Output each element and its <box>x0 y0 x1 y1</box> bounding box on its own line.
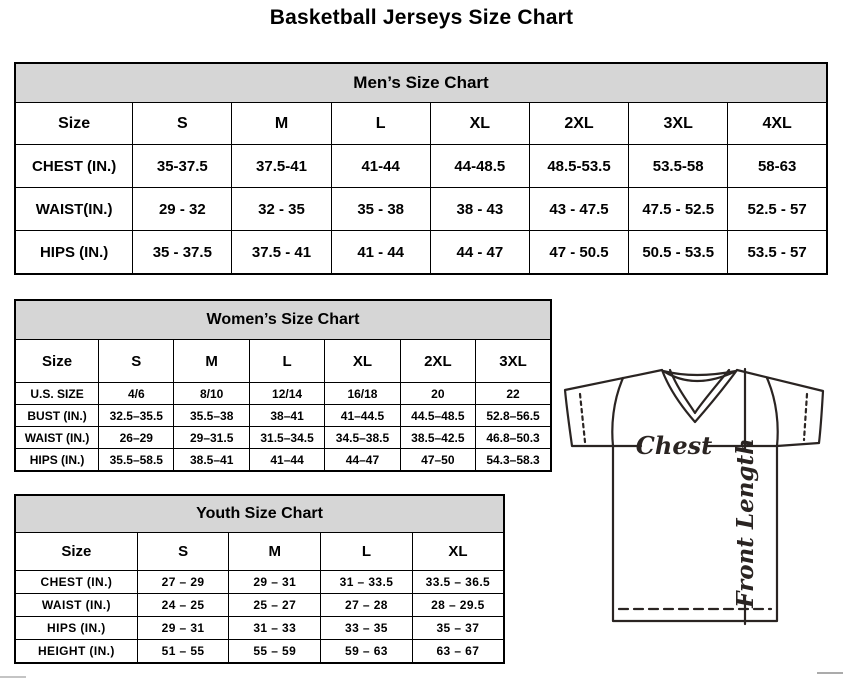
column-header: L <box>249 340 324 383</box>
row-label: HIPS (IN.) <box>15 449 99 472</box>
cell: 44 - 47 <box>430 231 529 275</box>
cell: 24 – 25 <box>137 594 229 617</box>
column-header: XL <box>325 340 400 383</box>
cell: 35 – 37 <box>412 617 504 640</box>
cell: 41–44 <box>249 449 324 472</box>
scrollbar-fragment-right <box>817 672 843 674</box>
mens-table-title-row <box>15 63 827 103</box>
row-label: U.S. SIZE <box>15 383 99 405</box>
cell: 25 – 27 <box>229 594 321 617</box>
jersey-armhole-left <box>612 378 623 446</box>
cell: 43 - 47.5 <box>529 188 628 231</box>
cell: 35-37.5 <box>133 145 232 188</box>
cell: 20 <box>400 383 475 405</box>
cell: 41 - 44 <box>331 231 430 275</box>
table-row <box>15 571 504 594</box>
cell: 51 – 55 <box>137 640 229 664</box>
column-header: L <box>321 533 413 571</box>
cell: 63 – 67 <box>412 640 504 664</box>
row-label: CHEST (IN.) <box>15 145 133 188</box>
jersey-cuff-dash-right <box>804 394 807 440</box>
cell: 54.3–58.3 <box>476 449 551 472</box>
row-label: WAIST (IN.) <box>15 427 99 449</box>
cell: 37.5-41 <box>232 145 331 188</box>
cell: 8/10 <box>174 383 249 405</box>
cell: 52.8–56.5 <box>476 405 551 427</box>
cell: 53.5 - 57 <box>728 231 827 275</box>
cell: 55 – 59 <box>229 640 321 664</box>
cell: 47.5 - 52.5 <box>629 188 728 231</box>
cell: 41-44 <box>331 145 430 188</box>
cell: 47 - 50.5 <box>529 231 628 275</box>
row-label: WAIST(IN.) <box>15 188 133 231</box>
column-header: 2XL <box>400 340 475 383</box>
column-header: L <box>331 103 430 145</box>
cell: 33 – 35 <box>321 617 413 640</box>
cell: 44.5–48.5 <box>400 405 475 427</box>
youth-size-table <box>14 494 505 664</box>
cell: 29–31.5 <box>174 427 249 449</box>
page-title: Basketball Jerseys Size Chart <box>269 6 574 29</box>
cell: 38–41 <box>249 405 324 427</box>
column-header: M <box>174 340 249 383</box>
cell: 29 – 31 <box>137 617 229 640</box>
cell: 31 – 33.5 <box>321 571 413 594</box>
column-header: Size <box>15 533 137 571</box>
table-row <box>15 231 827 275</box>
jersey-measurement-diagram <box>553 356 835 672</box>
table-row <box>15 640 504 664</box>
column-header: M <box>229 533 321 571</box>
youth-column-header-row <box>15 533 504 571</box>
cell: 33.5 – 36.5 <box>412 571 504 594</box>
cell: 32 - 35 <box>232 188 331 231</box>
cell: 44-48.5 <box>430 145 529 188</box>
cell: 28 – 29.5 <box>412 594 504 617</box>
cell: 41–44.5 <box>325 405 400 427</box>
table-row <box>15 617 504 640</box>
cell: 37.5 - 41 <box>232 231 331 275</box>
cell: 53.5-58 <box>629 145 728 188</box>
cell: 35 - 38 <box>331 188 430 231</box>
jersey-cuff-dash-left <box>580 394 585 442</box>
cell: 47–50 <box>400 449 475 472</box>
cell: 27 – 28 <box>321 594 413 617</box>
cell: 31 – 33 <box>229 617 321 640</box>
mens-table-title: Men’s Size Chart <box>15 63 827 103</box>
row-label: HEIGHT (IN.) <box>15 640 137 664</box>
jersey-armhole-right <box>767 378 778 446</box>
cell: 59 – 63 <box>321 640 413 664</box>
jersey-outline <box>565 370 823 621</box>
cell: 22 <box>476 383 551 405</box>
column-header: 3XL <box>629 103 728 145</box>
cell: 50.5 - 53.5 <box>629 231 728 275</box>
cell: 52.5 - 57 <box>728 188 827 231</box>
cell: 46.8–50.3 <box>476 427 551 449</box>
cell: 58-63 <box>728 145 827 188</box>
youth-table-title-row <box>15 495 504 533</box>
cell: 34.5–38.5 <box>325 427 400 449</box>
table-row <box>15 405 551 427</box>
jersey-diagram-svg <box>553 356 835 672</box>
cell: 27 – 29 <box>137 571 229 594</box>
table-row <box>15 188 827 231</box>
cell: 35 - 37.5 <box>133 231 232 275</box>
column-header: Size <box>15 103 133 145</box>
cell: 12/14 <box>249 383 324 405</box>
column-header: S <box>133 103 232 145</box>
cell: 35.5–38 <box>174 405 249 427</box>
table-row <box>15 449 551 472</box>
cell: 38 - 43 <box>430 188 529 231</box>
column-header: 2XL <box>529 103 628 145</box>
table-row <box>15 427 551 449</box>
cell: 16/18 <box>325 383 400 405</box>
womens-size-table <box>14 299 552 472</box>
cell: 31.5–34.5 <box>249 427 324 449</box>
column-header: XL <box>430 103 529 145</box>
womens-table-title: Women’s Size Chart <box>15 300 551 340</box>
cell: 38.5–41 <box>174 449 249 472</box>
column-header: S <box>137 533 229 571</box>
column-header: 3XL <box>476 340 551 383</box>
column-header: 4XL <box>728 103 827 145</box>
womens-column-header-row <box>15 340 551 383</box>
cell: 4/6 <box>99 383 174 405</box>
row-label: CHEST (IN.) <box>15 571 137 594</box>
row-label: BUST (IN.) <box>15 405 99 427</box>
cell: 35.5–58.5 <box>99 449 174 472</box>
column-header: XL <box>412 533 504 571</box>
row-label: HIPS (IN.) <box>15 231 133 275</box>
front-length-label: Front Length <box>732 438 759 608</box>
column-header: M <box>232 103 331 145</box>
womens-table-title-row <box>15 300 551 340</box>
cell: 44–47 <box>325 449 400 472</box>
table-row <box>15 383 551 405</box>
cell: 48.5-53.5 <box>529 145 628 188</box>
table-row <box>15 145 827 188</box>
youth-table-title: Youth Size Chart <box>15 495 504 533</box>
cell: 32.5–35.5 <box>99 405 174 427</box>
chest-label: Chest <box>635 431 713 460</box>
mens-column-header-row <box>15 103 827 145</box>
cell: 26–29 <box>99 427 174 449</box>
mens-size-table <box>14 62 828 275</box>
table-row <box>15 594 504 617</box>
cell: 38.5–42.5 <box>400 427 475 449</box>
scrollbar-fragment-left <box>0 676 26 678</box>
cell: 29 - 32 <box>133 188 232 231</box>
column-header: S <box>99 340 174 383</box>
cell: 29 – 31 <box>229 571 321 594</box>
column-header: Size <box>15 340 99 383</box>
row-label: WAIST (IN.) <box>15 594 137 617</box>
row-label: HIPS (IN.) <box>15 617 137 640</box>
